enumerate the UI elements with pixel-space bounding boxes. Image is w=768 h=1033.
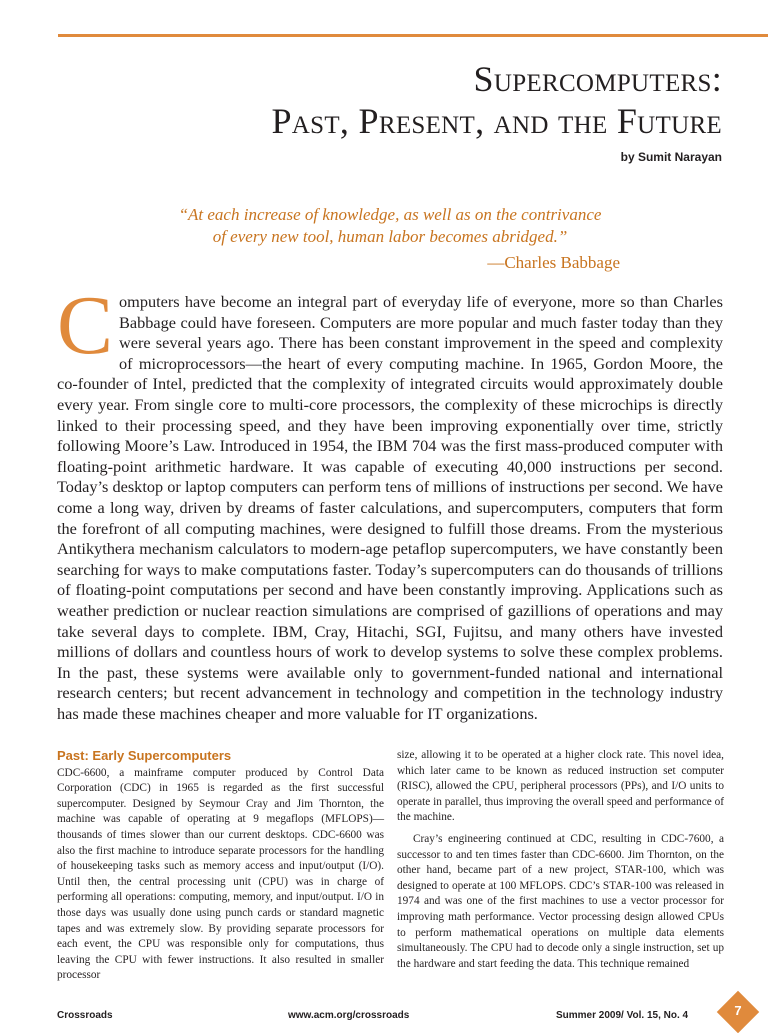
footer-issue: Summer 2009/ Vol. 15, No. 4 [556, 1010, 689, 1021]
article-title [122, 58, 722, 142]
right-column [397, 748, 724, 972]
lead-paragraph [57, 279, 723, 724]
left-column-paragraph: CDC-6600, a mainframe computer produced by Control Data Corporation (CDC) in 1965 is regarded as the first successful supercomputer. Designed by Seymour Cray and Jim Thornton, the machine was capable of operating at 9 megaflops (MFLOPS)—thousands of times slower than our current desktops. CDC-6600 was also the first machine to introduce separate processors for the handling of housekeeping tasks such as memory access and input/output (I/O). Until then, the central processing unit (CPU) was in charge of performing all operations: computing, memory, and input/output. I/O in those days was usually done using punch cards or standard magnetic tapes and was extremely slow. By providing separate processors for each event, the CPU was responsible only for computations, thus leaving the CPU with fewer instructions. It also resulted in smaller processor [57, 766, 384, 982]
title-line-1: Supercomputers: [473, 59, 722, 99]
epigraph [110, 204, 670, 248]
epigraph-line-2: of every new tool, human labor becomes abridged.” [212, 227, 568, 246]
left-column [57, 748, 384, 984]
epigraph-attribution: —Charles Babbage [487, 253, 620, 272]
footer-url[interactable]: www.acm.org/crossroads [288, 1010, 410, 1021]
drop-cap: C [57, 279, 114, 372]
page-number: 7 [734, 1003, 742, 1018]
lead-text: omputers have become an integral part of everyday life of everyone, more so than Charles Babbage could have foreseen. Computers are more popular and much faster today than they were several years ago. There has been constant improvement in the speed and complexity of microprocessors—the heart of every computing machine. In 1965, Gordon Moore, the co-founder of Intel, predicted that the complexity of integrated circuits would approximately double every year. From single core to multi-core processors, the complexity of these microchips is directly linked to their processing speed, and they have been improving exponentially over time, strictly following Moore’s Law. Introduced in 1954, the IBM 704 was the first mass-produced computer with floating-point arithmetic hardware. It was capable of executing 40,000 instructions per second. Today’s desktop or laptop computers can perform tens of millions of instructions per second. We have come a long way, driven by dreams of faster calculations, and supercomputers, computers that form the forefront of all computing machines, were designed to fulfill those dreams. From the mysterious Antikythera mechanism calculators to modern-age petaflop supercomputers, we have constantly been searching for ways to make computations faster. Today’s supercomputers can do thousands of trillions of floating-point computations per second and have been constantly improving. Applications such as weather prediction or nuclear reaction simulations are comprised of gazillions of operations and may take several days to complete. IBM, Cray, Hitachi, SGI, Fujitsu, and many others have invested millions of dollars and countless hours of work to develop systems to solve these complex problems. In the past, these systems were available only to government-funded national and international research centers; but recent advancement in technology and competition in the technology industry has made these machines cheaper and more valuable for IT organizations. [57, 292, 723, 723]
right-column-paragraph-1: size, allowing it to be operated at a higher clock rate. This novel idea, which later came to be known as reduced instruction set computer (RISC), allowed the CPU, peripheral processors (PPs), and I/O units to operate in parallel, thus improving the overall speed and performance of the machine. [397, 749, 724, 824]
epigraph-line-1: “At each increase of knowledge, as well as on the contrivance [178, 205, 602, 224]
title-line-2: Past, Present, and the Future [271, 101, 722, 141]
right-column-paragraph-2: Cray’s engineering continued at CDC, resulting in CDC-7600, a successor to and ten times faster than CDC-6600. Jim Thornton, on the other hand, became part of a new project, STAR-100, which was designed to operate at 100 MFLOPS. CDC’s STAR-100 was released in 1974 and was one of the first machines to use a vector processor for improving math performance. Vector processing design allowed CPUs to perform mathematical operations on multiple data elements simultaneously. The CPU had to decode only a single instruction, set up the hardware and start feeding the data. This technique remained [397, 832, 724, 970]
section-heading: Past: Early Supercomputers [57, 748, 232, 763]
top-rule [58, 34, 768, 37]
byline: by Sumit Narayan [620, 150, 722, 164]
footer-publication: Crossroads [57, 1010, 113, 1021]
